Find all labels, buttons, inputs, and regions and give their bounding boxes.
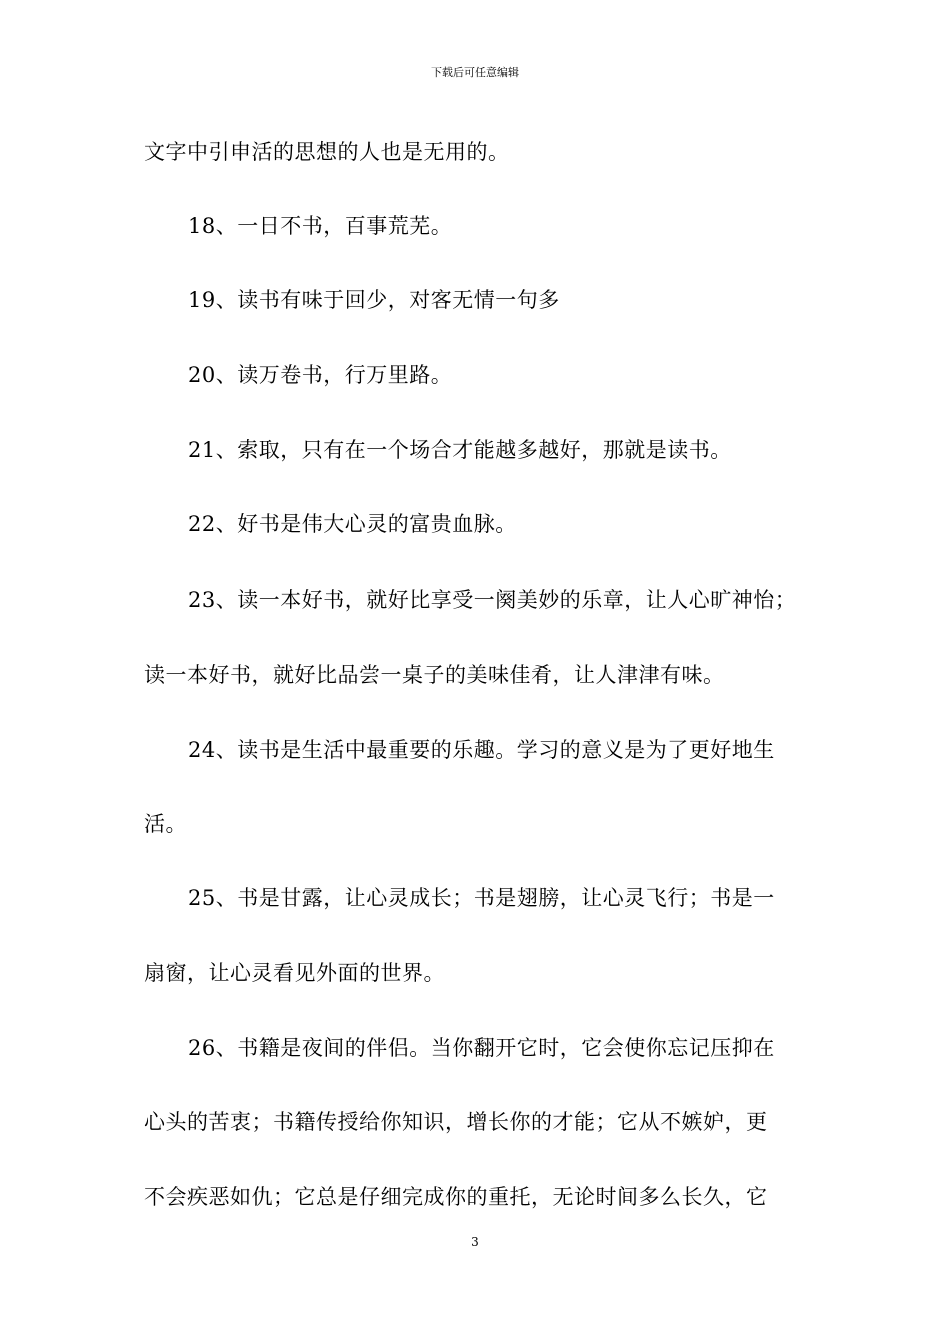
text-line: 24、读书是生活中最重要的乐趣。学习的意义是为了更好地生 <box>188 738 775 762</box>
text-line: 读一本好书，就好比品尝一桌子的美味佳肴，让人津津有味。 <box>144 663 725 687</box>
page-header: 下载后可任意编辑 <box>431 66 519 79</box>
text-line: 扇窗，让心灵看见外面的世界。 <box>144 961 445 985</box>
text-line: 不会疾恶如仇；它总是仔细完成你的重托，无论时间多么长久，它 <box>144 1185 768 1209</box>
text-line: 23、读一本好书，就好比享受一阕美妙的乐章，让人心旷神怡； <box>188 588 797 612</box>
text-line: 22、好书是伟大心灵的富贵血脉。 <box>188 512 517 536</box>
text-line: 文字中引申活的思想的人也是无用的。 <box>144 140 510 164</box>
text-line: 活。 <box>144 812 187 836</box>
text-line: 26、书籍是夜间的伴侣。当你翻开它时，它会使你忘记压抑在 <box>188 1036 775 1060</box>
text-line: 18、一日不书，百事荒芜。 <box>188 214 453 238</box>
text-line: 19、读书有味于回少，对客无情一句多 <box>188 288 560 312</box>
text-line: 21、索取，只有在一个场合才能越多越好，那就是读书。 <box>188 438 732 462</box>
text-line: 20、读万卷书，行万里路。 <box>188 363 453 387</box>
text-line: 心头的苦衷；书籍传授给你知识，增长你的才能；它从不嫉妒，更 <box>144 1110 768 1134</box>
text-line: 25、书是甘露，让心灵成长；书是翅膀，让心灵飞行；书是一 <box>188 886 775 910</box>
page-number: 3 <box>471 1235 479 1249</box>
